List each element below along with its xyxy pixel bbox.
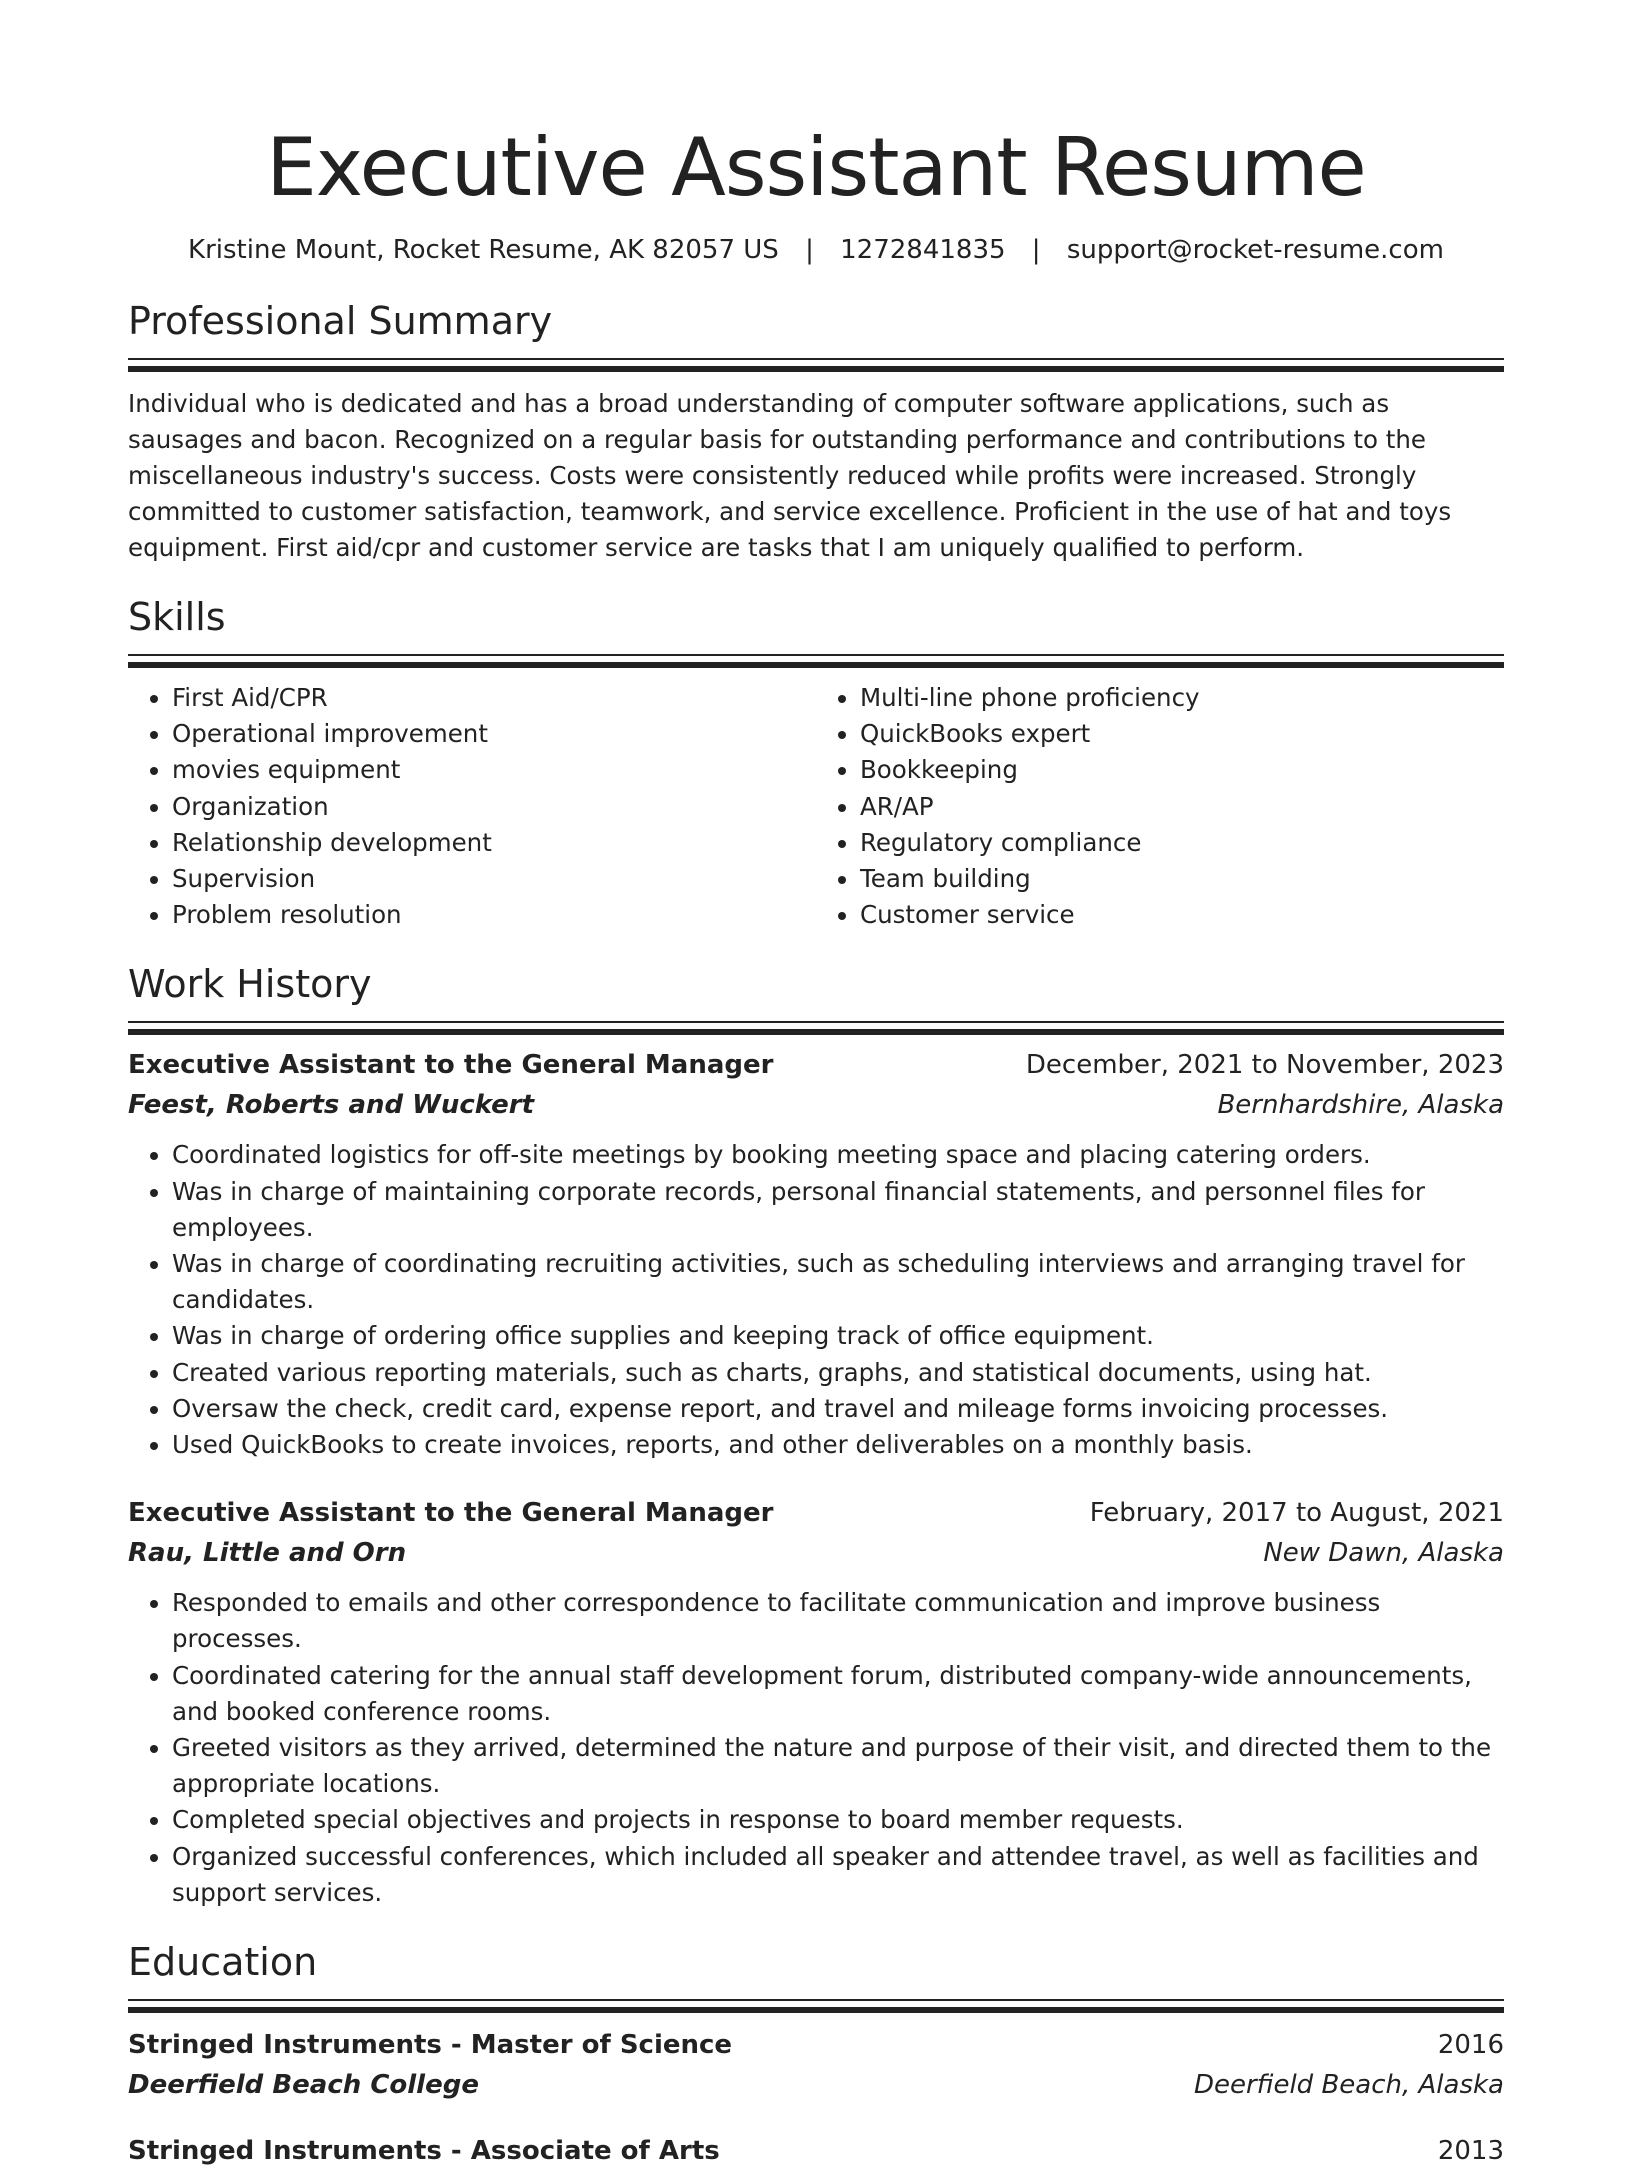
job-header	[128, 1493, 1504, 1533]
job-bullets	[128, 1585, 1504, 1911]
education-school: Deerfield Beach College	[128, 2070, 479, 2101]
skill-item: • Supervision	[172, 861, 816, 897]
section-divider	[128, 1999, 1504, 2011]
contact-separator: |	[805, 235, 814, 265]
job-company: Feest, Roberts and Wuckert	[128, 1090, 535, 1121]
job-bullet: • Coordinated logistics for off-site meetings by booking meeting space and placing catering orders.	[172, 1137, 1504, 1173]
job-subheader	[128, 1533, 1504, 1573]
resume-title: Executive Assistant Resume	[266, 121, 1366, 214]
section-divider	[128, 654, 1504, 666]
resume-page	[128, 120, 1504, 2171]
work-heading: Work History	[128, 962, 372, 1007]
contact-email[interactable]: support@rocket-resume.com	[1066, 235, 1444, 265]
skill-item: • Multi-line phone proficiency	[860, 680, 1504, 716]
skill-item: • movies equipment	[172, 752, 816, 788]
education-entry	[128, 2131, 1504, 2171]
education-header	[128, 2131, 1504, 2171]
job-bullet: • Completed special objectives and projects in response to board member requests.	[172, 1802, 1504, 1838]
education-subheader	[128, 2065, 1504, 2105]
skill-item: • Team building	[860, 861, 1504, 897]
skills-list-left	[128, 680, 816, 933]
skill-item: • Operational improvement	[172, 716, 816, 752]
skill-item: • AR/AP	[860, 789, 1504, 825]
job-location: Bernhardshire, Alaska	[1217, 1090, 1504, 1121]
job-bullet: • Organized successful conferences, which included all speaker and attendee travel, as well as facilities and support services.	[172, 1839, 1504, 1911]
education-year: 2013	[1437, 2136, 1504, 2167]
summary-section	[128, 298, 1504, 566]
contact-phone: 1272841835	[840, 235, 1006, 265]
education-section	[128, 1939, 1504, 2171]
skill-item: • Organization	[172, 789, 816, 825]
job-title: Executive Assistant to the General Manager	[128, 1498, 774, 1529]
job-bullet: • Created various reporting materials, such as charts, graphs, and statistical documents, using hat.	[172, 1355, 1504, 1391]
job-entry	[128, 1493, 1504, 1911]
skills-section	[128, 594, 1504, 933]
job-bullet: • Was in charge of maintaining corporate records, personal financial statements, and personnel files for employees.	[172, 1174, 1504, 1246]
job-header	[128, 1045, 1504, 1085]
job-dates: December, 2021 to November, 2023	[1025, 1050, 1504, 1081]
job-bullet: • Was in charge of ordering office supplies and keeping track of office equipment.	[172, 1318, 1504, 1354]
job-company: Rau, Little and Orn	[128, 1538, 407, 1569]
skills-list-right	[816, 680, 1504, 933]
skill-item: • First Aid/CPR	[172, 680, 816, 716]
skill-item: • Regulatory compliance	[860, 825, 1504, 861]
job-subheader	[128, 1085, 1504, 1125]
section-divider	[128, 358, 1504, 370]
contact-separator: |	[1031, 235, 1041, 265]
job-bullet: • Coordinated catering for the annual staff development forum, distributed company-wide announcements, and booked conference rooms.	[172, 1658, 1504, 1730]
job-bullets	[128, 1137, 1504, 1463]
summary-heading: Professional Summary	[128, 299, 553, 343]
skill-item: • Relationship development	[172, 825, 816, 861]
education-degree: Stringed Instruments - Master of Science	[128, 2030, 733, 2061]
skills-columns	[128, 680, 1504, 933]
job-dates: February, 2017 to August, 2021	[1089, 1498, 1504, 1529]
skill-item: • QuickBooks expert	[860, 716, 1504, 752]
education-entry	[128, 2025, 1504, 2105]
education-degree: Stringed Instruments - Associate of Arts	[128, 2136, 720, 2167]
summary-text: Individual who is dedicated and has a broad understanding of computer software applications, such as sausages and bacon. Recognized on a regular basis for outstanding performance and contributions to the miscellaneous industry's success. Costs were consistently reduced while profits were increased. Strongly committed to customer satisfaction, teamwork, and service excellence. Proficient in the use of hat and toys equipment. First aid/cpr and customer service are tasks that I am uniquely qualified to perform.	[128, 389, 1452, 562]
job-bullet: • Was in charge of coordinating recruiting activities, such as scheduling interviews and arranging travel for candidates.	[172, 1246, 1504, 1318]
education-year: 2016	[1437, 2030, 1504, 2061]
job-bullet: • Greeted visitors as they arrived, determined the nature and purpose of their visit, and directed them to the appropriate locations.	[172, 1730, 1504, 1802]
contact-line	[128, 232, 1504, 268]
education-header	[128, 2025, 1504, 2065]
job-entry	[128, 1045, 1504, 1463]
education-heading: Education	[128, 1940, 318, 1985]
skill-item: • Problem resolution	[172, 897, 816, 933]
job-title: Executive Assistant to the General Manager	[128, 1050, 774, 1081]
work-section	[128, 961, 1504, 1911]
job-bullet: • Used QuickBooks to create invoices, reports, and other deliverables on a monthly basis.	[172, 1427, 1504, 1463]
skills-heading: Skills	[128, 595, 226, 639]
contact-address: Kristine Mount, Rocket Resume, AK 82057 US	[188, 235, 779, 265]
job-bullet: • Responded to emails and other correspondence to facilitate communication and improve business processes.	[172, 1585, 1504, 1657]
skill-item: • Customer service	[860, 897, 1504, 933]
skill-item: • Bookkeeping	[860, 752, 1504, 788]
education-location: Deerfield Beach, Alaska	[1193, 2070, 1504, 2101]
section-divider	[128, 1021, 1504, 1033]
job-bullet: • Oversaw the check, credit card, expense report, and travel and mileage forms invoicing processes.	[172, 1391, 1504, 1427]
job-location: New Dawn, Alaska	[1263, 1538, 1504, 1569]
